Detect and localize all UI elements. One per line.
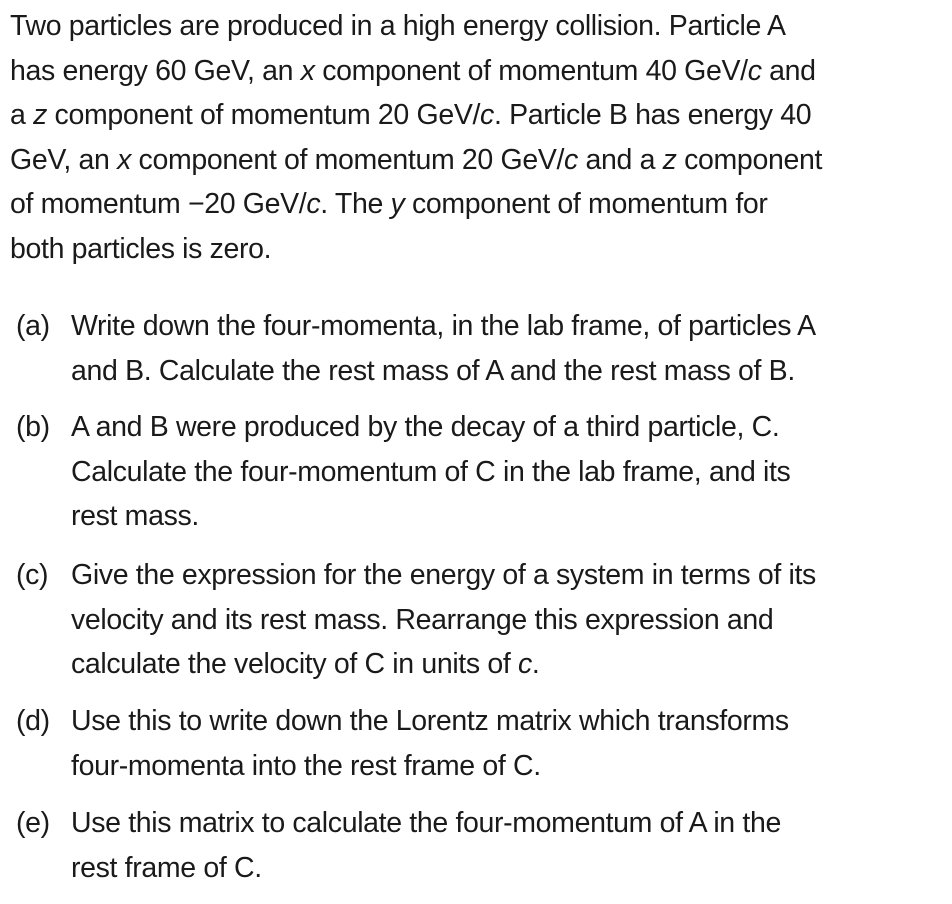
part-label: (e) [16, 807, 50, 839]
part-line: rest frame of C. [71, 851, 262, 884]
part-body [71, 801, 781, 890]
part-label: (a) [16, 310, 50, 342]
part-line: Give the expression for the energy of a system in terms of its [71, 559, 816, 591]
part-body [71, 553, 816, 687]
part-label: (c) [16, 559, 49, 591]
intro-line: has energy 60 GeV, an x component of momentum 40 GeV/c and [10, 54, 816, 87]
part-line: velocity and its rest mass. Rearrange this expression and [71, 603, 774, 636]
intro-line: both particles is zero. [10, 232, 272, 265]
intro-line: of momentum −20 GeV/c. The y component of momentum for [10, 188, 768, 220]
intro-line: a z component of momentum 20 GeV/c. Particle B has energy 40 [10, 99, 812, 131]
part-label: (b) [16, 411, 50, 443]
part-line: A and B were produced by the decay of a third particle, C. [71, 411, 780, 443]
part-body [71, 304, 816, 393]
intro-line: Two particles are produced in a high energy collision. Particle A [10, 10, 786, 42]
part-line: Write down the four-momenta, in the lab frame, of particles A [71, 310, 816, 342]
part-line: and B. Calculate the rest mass of A and the rest mass of B. [71, 354, 795, 387]
part-line: calculate the velocity of C in units of c. [71, 648, 540, 680]
part-label: (d) [16, 705, 50, 737]
problem-intro [10, 4, 952, 271]
part-line: Use this to write down the Lorentz matrix which transforms [71, 705, 789, 737]
intro-line: GeV, an x component of momentum 20 GeV/c and a z component [10, 143, 823, 176]
part-body [71, 405, 790, 539]
part-body [71, 699, 789, 788]
problem-document [10, 4, 952, 271]
part-line: Use this matrix to calculate the four-momentum of A in the [71, 807, 781, 839]
part-line: rest mass. [71, 500, 199, 532]
part-line: Calculate the four-momentum of C in the lab frame, and its [71, 455, 791, 488]
part-line: four-momenta into the rest frame of C. [71, 749, 541, 782]
